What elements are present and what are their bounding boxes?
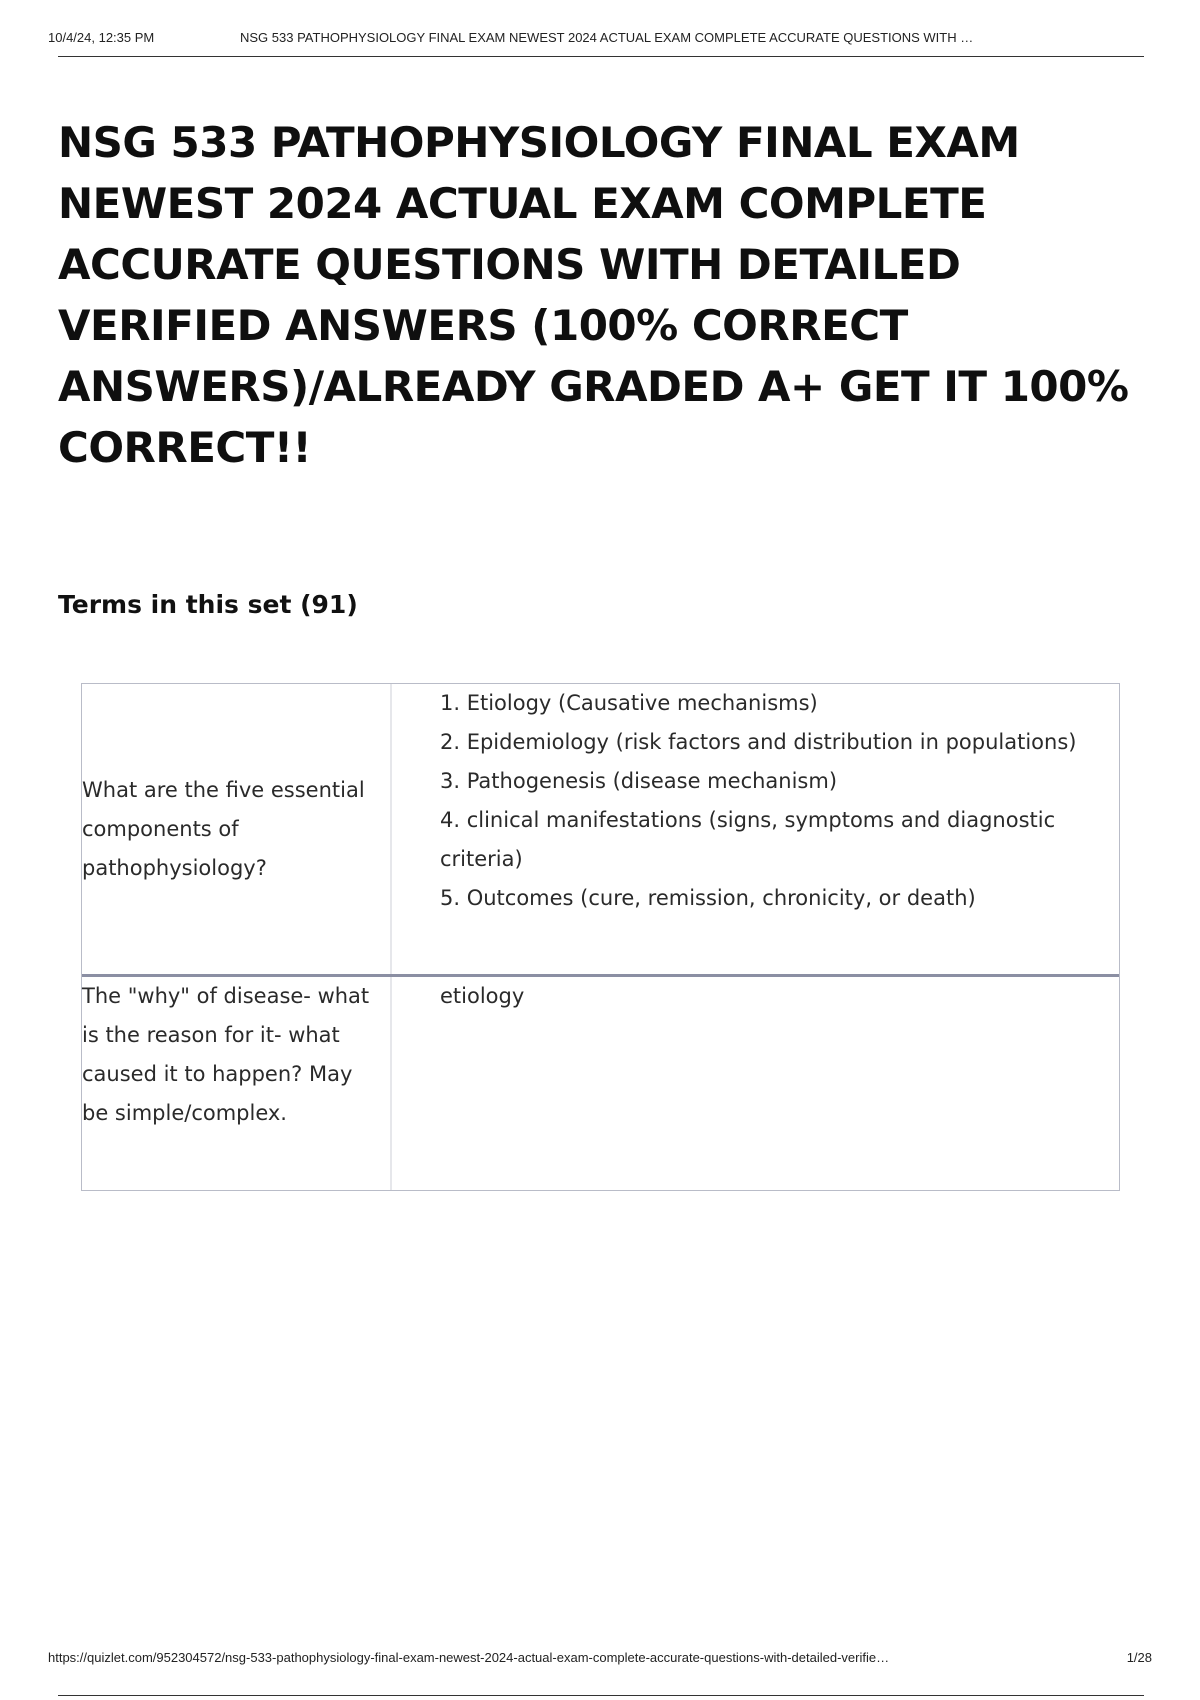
definition-line: 2. Epidemiology (risk factors and distribution in populations)	[440, 730, 1077, 754]
print-header	[48, 30, 1152, 58]
definition-cell	[392, 977, 1119, 1190]
page-number: 1/28	[1126, 1650, 1152, 1665]
definition-cell	[392, 684, 1119, 974]
page-url: https://quizlet.com/952304572/nsg-533-pathophysiology-final-exam-newest-2024-actual-exam-complete-accurate-questions-with-detailed-verifie…	[48, 1650, 890, 1665]
header-divider	[58, 56, 1144, 57]
definition-line: 4. clinical manifestations (signs, symptoms and diagnostic criteria)	[440, 808, 1056, 871]
print-document-title: NSG 533 PATHOPHYSIOLOGY FINAL EXAM NEWEST 2024 ACTUAL EXAM COMPLETE ACCURATE QUESTIONS WITH …	[240, 30, 974, 45]
term-cell: What are the five essential components of pathophysiology?	[82, 684, 392, 974]
print-footer	[48, 1650, 1152, 1670]
definition-line: 3. Pathogenesis (disease mechanism)	[440, 769, 838, 793]
term-row	[82, 684, 1119, 974]
term-cell: The "why" of disease- what is the reason for it- what caused it to happen? May be simple/complex.	[82, 977, 392, 1190]
footer-divider	[58, 1695, 1144, 1696]
page-title: NSG 533 PATHOPHYSIOLOGY FINAL EXAM NEWEST 2024 ACTUAL EXAM COMPLETE ACCURATE QUESTIONS WITH DETAILED VERIFIED ANSWERS (100% CORRECT ANSWERS)/ALREADY GRADED A+ GET IT 100% CORRECT!!	[58, 118, 1129, 472]
term-row	[82, 974, 1119, 1190]
print-timestamp: 10/4/24, 12:35 PM	[48, 30, 155, 45]
definition-line: 5. Outcomes (cure, remission, chronicity, or death)	[440, 886, 976, 910]
definition-line: etiology	[440, 984, 525, 1008]
terms-table	[81, 683, 1120, 1191]
terms-heading: Terms in this set (91)	[58, 590, 358, 619]
definition-line: 1. Etiology (Causative mechanisms)	[440, 691, 818, 715]
